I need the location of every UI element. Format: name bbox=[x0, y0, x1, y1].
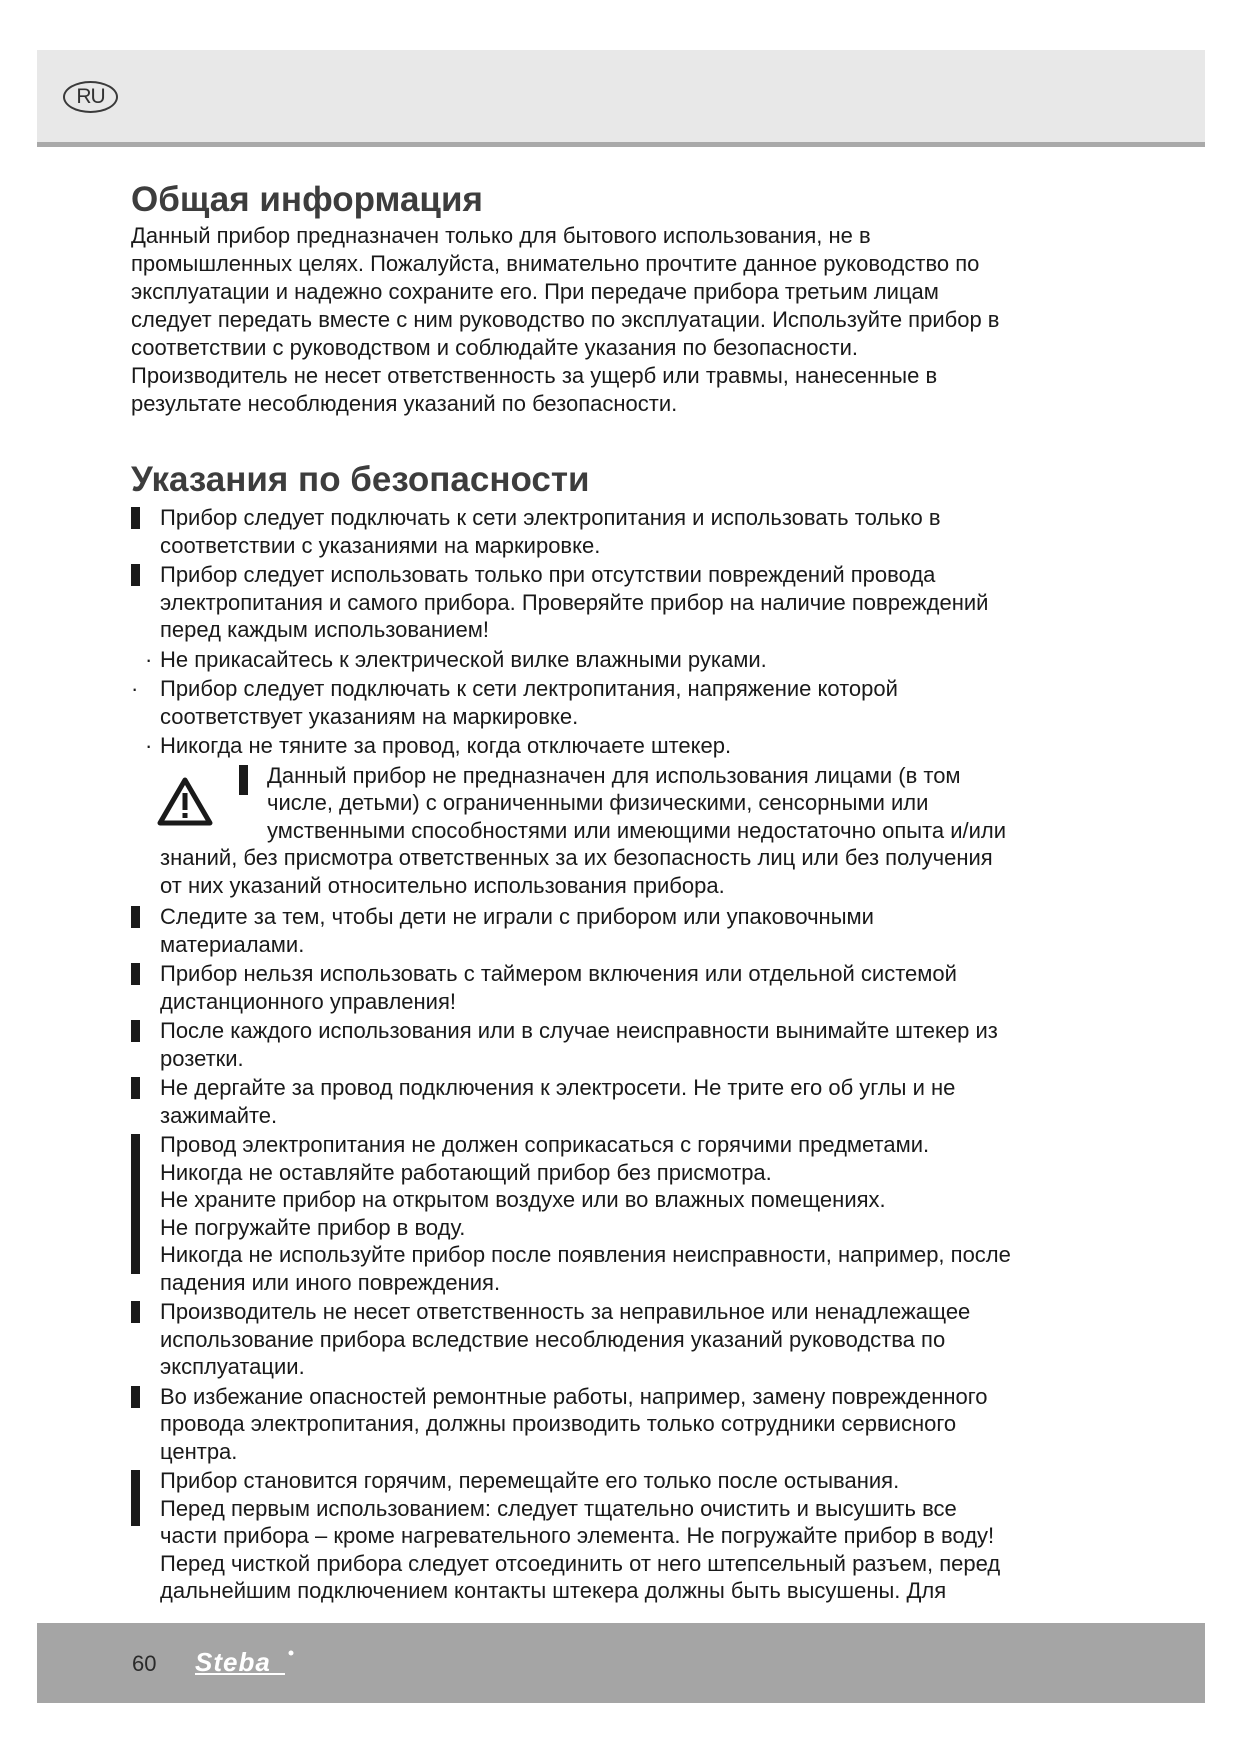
bullet-bar bbox=[131, 1020, 140, 1042]
text-line: соответствии с указаниями на маркировке. bbox=[160, 532, 601, 558]
text-line: Не погружайте прибор в воду. bbox=[160, 1214, 466, 1240]
text-line: падения или иного повреждения. bbox=[160, 1269, 501, 1295]
list-item bbox=[131, 903, 1101, 958]
text-line: использование прибора вследствие несоблюдения указаний руководства по bbox=[160, 1326, 946, 1352]
text-line: Никогда не оставляйте работающий прибор без присмотра. bbox=[160, 1159, 772, 1185]
warning-block bbox=[131, 762, 1101, 900]
list-item bbox=[131, 1017, 1101, 1072]
text-line: эксплуатации. bbox=[160, 1354, 305, 1379]
page-content bbox=[131, 178, 1101, 1607]
list-item bbox=[131, 732, 1101, 760]
text-line: дальнейшим подключением контакты штекера должны быть высушены. Для bbox=[160, 1578, 947, 1603]
text-line: числе, детьми) с ограниченными физическими, сенсорными или bbox=[267, 790, 929, 815]
list-item bbox=[131, 960, 1101, 1015]
text-line: эксплуатации и надежно сохраните его. При передаче прибора третьим лицам bbox=[131, 279, 939, 304]
text-line: Производитель не несет ответственность за неправильное или ненадлежащее bbox=[160, 1299, 971, 1324]
text-line: соответствует указаниям на маркировке. bbox=[160, 703, 579, 729]
list-item bbox=[131, 675, 1101, 730]
text-line: Перед первым использованием: следует тщательно очистить и высушить все bbox=[160, 1495, 957, 1521]
text-line: Данный прибор предназначен только для бытового использования, не в bbox=[131, 223, 871, 248]
text-line: Никогда не тяните за провод, когда отключаете штекер. bbox=[160, 733, 732, 758]
text-line: соответствии с руководством и соблюдайте указания по безопасности. bbox=[131, 335, 858, 360]
text-line: Прибор нельзя использовать с таймером включения или отдельной системой bbox=[160, 961, 957, 986]
text-line: умственными способностями или имеющими недостаточно опыта и/или bbox=[267, 817, 1007, 843]
text-line: от них указаний относительно использования прибора. bbox=[160, 872, 725, 898]
bullet-bar bbox=[131, 507, 140, 529]
text-line: Не храните прибор на открытом воздухе или во влажных помещениях. bbox=[160, 1187, 886, 1212]
list-item bbox=[131, 1131, 1101, 1296]
list-item bbox=[131, 646, 1101, 674]
list-item bbox=[131, 1467, 1101, 1605]
text-line: части прибора – кроме нагревательного элемента. Не погружайте прибор в воду! bbox=[160, 1523, 995, 1548]
list-item bbox=[131, 1383, 1101, 1466]
text-line: Прибор становится горячим, перемещайте его только после остывания. bbox=[160, 1468, 900, 1493]
text-line: Прибор следует подключать к сети электропитания и использовать только в bbox=[160, 505, 941, 530]
bullet-bar bbox=[131, 1470, 140, 1526]
list-item bbox=[131, 1298, 1101, 1381]
text-line: Во избежание опасностей ремонтные работы, например, замену поврежденного bbox=[160, 1383, 988, 1409]
text-line: Перед чисткой прибора следует отсоединить от него штепсельный разъем, перед bbox=[160, 1550, 1001, 1576]
list-item bbox=[131, 561, 1101, 644]
svg-text:Steba: Steba bbox=[195, 1647, 271, 1677]
text-line: зажимайте. bbox=[160, 1102, 278, 1128]
text-line: Прибор следует подключать к сети лектропитания, напряжение которой bbox=[160, 676, 898, 701]
bullet-dot: · bbox=[145, 646, 153, 672]
text-line: перед каждым использованием! bbox=[160, 617, 489, 642]
text-line: Никогда не используйте прибор после появления неисправности, например, после bbox=[160, 1242, 1011, 1267]
safety-list bbox=[131, 504, 1101, 1605]
bullet-bar bbox=[131, 963, 140, 985]
text-line: Производитель не несет ответственность за ущерб или травмы, нанесенные в bbox=[131, 363, 938, 388]
text-line: результате несоблюдения указаний по безопасности. bbox=[131, 391, 678, 416]
text-line: Не дергайте за провод подключения к электросети. Не трите его об углы и не bbox=[160, 1075, 956, 1100]
bullet-bar bbox=[131, 1077, 140, 1099]
text-line: Следите за тем, чтобы дети не играли с прибором или упаковочными bbox=[160, 904, 874, 929]
list-item bbox=[131, 504, 1101, 559]
text-line: провода электропитания, должны производить только сотрудники сервисного bbox=[160, 1411, 957, 1436]
text-line: электропитания и самого прибора. Проверяйте прибор на наличие повреждений bbox=[160, 589, 989, 615]
general-info-text bbox=[131, 222, 1101, 418]
bullet-bar bbox=[131, 906, 140, 928]
text-line: центра. bbox=[160, 1438, 238, 1464]
text-line: розетки. bbox=[160, 1045, 244, 1071]
bullet-bar bbox=[131, 564, 140, 586]
safety-heading: Указания по безопасности bbox=[131, 460, 590, 499]
text-line: знаний, без присмотра ответственных за их безопасность лиц или без получения bbox=[160, 845, 993, 870]
bullet-dot: · bbox=[145, 733, 153, 758]
page-header bbox=[37, 50, 1205, 147]
bullet-bar bbox=[131, 1386, 140, 1408]
text-line: Провод электропитания не должен соприкасаться с горячими предметами. bbox=[160, 1132, 930, 1157]
general-info-heading: Общая информация bbox=[131, 180, 483, 219]
steba-logo bbox=[193, 1647, 311, 1681]
text-line: промышленных целях. Пожалуйста, внимательно прочтите данное руководство по bbox=[131, 251, 980, 276]
language-badge: RU bbox=[63, 81, 118, 113]
text-line: После каждого использования или в случае неисправности вынимайте штекер из bbox=[160, 1018, 998, 1043]
text-line: материалами. bbox=[160, 931, 305, 957]
text-line: дистанционного управления! bbox=[160, 988, 456, 1014]
text-line: Данный прибор не предназначен для использования лицами (в том bbox=[267, 762, 961, 788]
list-item bbox=[131, 1074, 1101, 1129]
text-line: Не прикасайтесь к электрической вилке влажными руками. bbox=[160, 646, 767, 672]
bullet-bar bbox=[131, 1134, 140, 1274]
text-line: Прибор следует использовать только при отсутствии повреждений провода bbox=[160, 562, 936, 587]
bullet-bar bbox=[131, 1301, 140, 1323]
text-line: следует передать вместе с ним руководство по эксплуатации. Используйте прибор в bbox=[131, 307, 1000, 332]
page-footer bbox=[37, 1623, 1205, 1703]
bullet-dot: · bbox=[131, 676, 139, 701]
page-number: 60 bbox=[132, 1651, 157, 1676]
